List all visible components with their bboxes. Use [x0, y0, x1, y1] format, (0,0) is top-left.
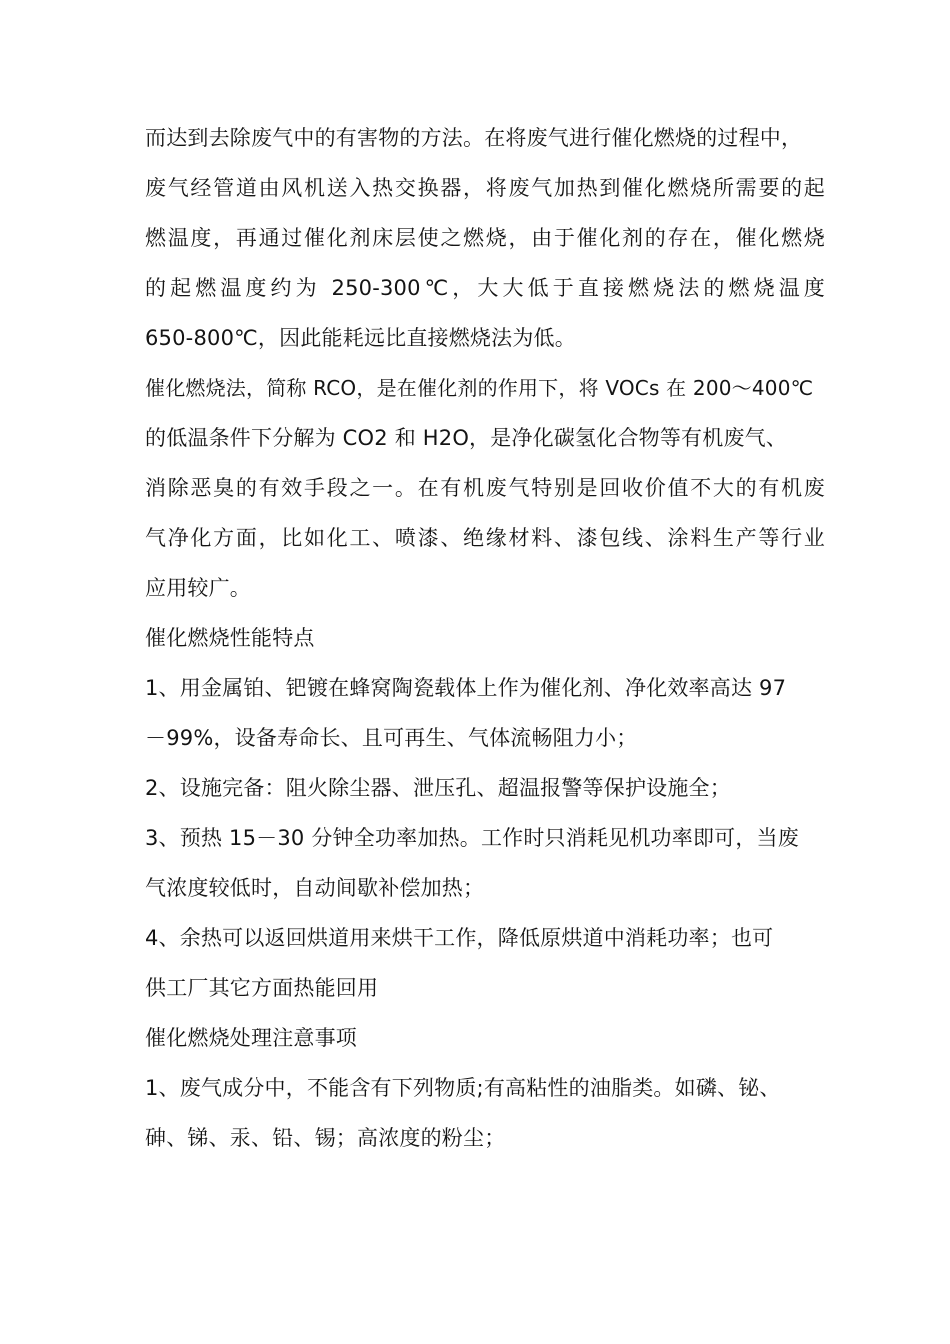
text-line-18: 供工厂其它方面热能回用 [145, 976, 379, 1000]
text-line-3: 燃温度，再通过催化剂床层使之燃烧，由于催化剂的存在，催化燃烧 [145, 226, 825, 250]
text-line-8: 消除恶臭的有效手段之一。在有机废气特别是回收价值不大的有机废 [145, 476, 825, 500]
text-line-13: －99%，设备寿命长、且可再生、气体流畅阻力小； [145, 726, 638, 750]
text-line-14: 2、设施完备：阻火除尘器、泄压孔、超温报警等保护设施全； [145, 776, 731, 800]
text-line-15: 3、预热 15－30 分钟全功率加热。工作时只消耗见机功率即可，当废 [145, 826, 799, 850]
text-line-21: 砷、锑、汞、铅、锡；高浓度的粉尘； [145, 1126, 506, 1150]
text-line-5: 650-800℃，因此能耗远比直接燃烧法为低。 [145, 326, 576, 350]
text-line-2: 废气经管道由风机送入热交换器，将废气加热到催化燃烧所需要的起 [145, 176, 825, 200]
text-line-12: 1、用金属铂、钯镀在蜂窝陶瓷载体上作为催化剂、净化效率高达 97 [145, 676, 787, 700]
text-line-10: 应用较广。 [145, 576, 251, 600]
text-line-6: 催化燃烧法，简称 RCO，是在催化剂的作用下，将 VOCs 在 200～400℃ [145, 376, 814, 400]
text-line-17: 4、余热可以返回烘道用来烘干工作，降低原烘道中消耗功率；也可 [145, 926, 774, 950]
text-line-1: 而达到去除废气中的有害物的方法。在将废气进行催化燃烧的过程中， [145, 126, 803, 150]
text-line-4: 的起燃温度约为 250-300℃，大大低于直接燃烧法的燃烧温度 [145, 276, 825, 300]
text-line-16: 气浓度较低时，自动间歇补偿加热； [145, 876, 485, 900]
body-text [145, 113, 825, 1163]
text-line-7: 的低温条件下分解为 CO2 和 H2O，是净化碳氢化合物等有机废气、 [145, 426, 788, 450]
section-heading-notes: 催化燃烧处理注意事项 [145, 1026, 357, 1050]
text-line-9: 气净化方面，比如化工、喷漆、绝缘材料、漆包线、涂料生产等行业 [145, 526, 825, 550]
section-heading-features: 催化燃烧性能特点 [145, 626, 315, 650]
text-line-20: 1、废气成分中，不能含有下列物质;有高粘性的油脂类。如磷、铋、 [145, 1076, 781, 1100]
